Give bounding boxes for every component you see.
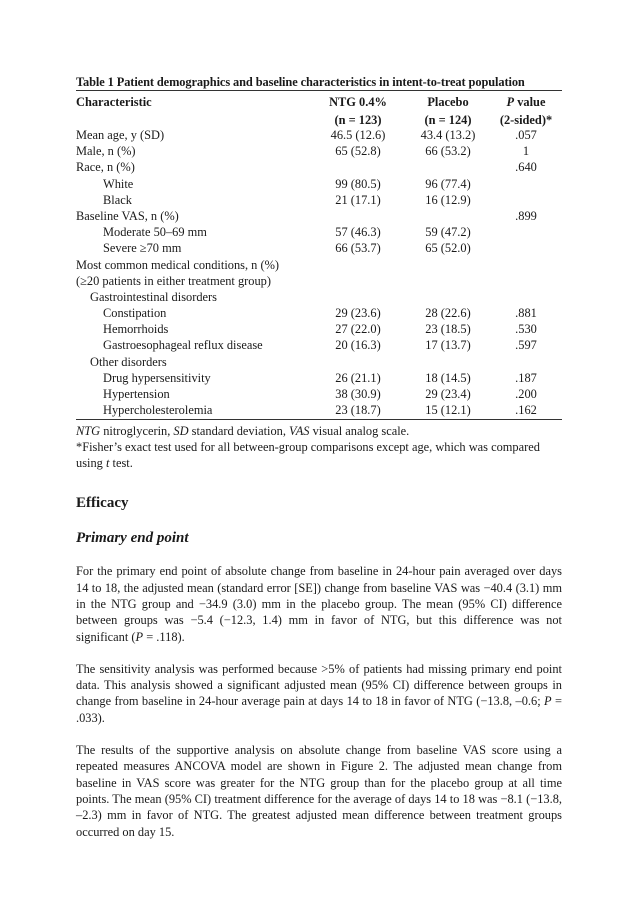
header-ntg: NTG 0.4% xyxy=(329,95,387,109)
table-row: Baseline VAS, n (%) .899 xyxy=(76,208,537,223)
header-p-value: P value xyxy=(506,95,546,109)
table-row: Gastroesophageal reflux disease 20 (16.3) 17 (13.7) .597 xyxy=(103,338,537,353)
subsection-heading-primary-end-point: Primary end point xyxy=(76,530,189,547)
table-footnotes xyxy=(76,423,562,471)
table-body xyxy=(76,127,562,418)
header-characteristic: Characteristic xyxy=(76,95,152,109)
table-row: Other disorders xyxy=(90,354,167,369)
table-row: Moderate 50–69 mm 57 (46.3) 59 (47.2) xyxy=(103,225,471,240)
table-bottom-rule xyxy=(76,419,562,420)
footnote-fisher: *Fisher’s exact test used for all between-group comparisons except age, which was compared using t test. xyxy=(76,440,540,471)
header-placebo-n: (n = 124) xyxy=(424,113,472,127)
table-row: Hypertension 38 (30.9) 29 (23.4) .200 xyxy=(103,387,537,401)
table-row: Hemorrhoids 27 (22.0) 23 (18.5) .530 xyxy=(103,322,537,337)
header-p-sided: (2-sided)* xyxy=(499,113,553,127)
table-row: Mean age, y (SD) 46.5 (12.6) 43.4 (13.2) .057 xyxy=(76,128,537,142)
table-row: Most common medical conditions, n (%) xyxy=(76,257,280,272)
table-row: Male, n (%) 65 (52.8) 66 (53.2) 1 xyxy=(76,144,530,159)
table-caption: Table 1 Patient demographics and baseline characteristics in intent-to-treat population xyxy=(76,75,525,89)
header-ntg-n: (n = 123) xyxy=(334,113,382,127)
table-row: (≥20 patients in either treatment group) xyxy=(76,273,272,288)
body-paragraph-3: The results of the supportive analysis on absolute change from baseline VAS score using a repeated measures ANCOVA model are shown in Figure 2. The adjusted mean change from baseline in VAS score was greater for the NTG group than for the placebo group at all time points. The mean (95% CI) treatment difference for the average of days 14 to 18 was −8.1 (−13.8, –2.3) mm in favor of NTG. The greatest adjusted mean difference between treatment groups occurred on day 15. xyxy=(76,743,562,839)
table-header xyxy=(76,91,562,127)
table-row: Constipation 29 (23.6) 28 (22.6) .881 xyxy=(103,306,537,321)
footnote-abbreviations: NTG nitroglycerin, SD standard deviation, VAS visual analog scale. xyxy=(76,424,410,439)
table-row: White 99 (80.5) 96 (77.4) xyxy=(103,176,471,191)
table-row: Race, n (%) .640 xyxy=(76,160,537,175)
header-placebo: Placebo xyxy=(427,95,469,109)
document-page xyxy=(76,74,562,840)
table-row: Black 21 (17.1) 16 (12.9) xyxy=(103,192,471,207)
table-row: Gastrointestinal disorders xyxy=(90,289,217,304)
table-row: Hypercholesterolemia 23 (18.7) 15 (12.1) .162 xyxy=(103,403,537,418)
table-row: Severe ≥70 mm 66 (53.7) 65 (52.0) xyxy=(103,241,471,256)
table-row: Drug hypersensitivity 26 (21.1) 18 (14.5) .187 xyxy=(103,370,537,385)
body-paragraph-2: The sensitivity analysis was performed because >5% of patients had missing primary end point data. This analysis showed a significant adjusted mean (95% CI) difference between groups in change from baseline in 24-hour average pain at days 14 to 18 in favor of NTG (−13.8, –0.6; P = .033). xyxy=(76,661,562,725)
section-heading-efficacy: Efficacy xyxy=(76,495,129,512)
body-paragraph-1: For the primary end point of absolute change from baseline in 24-hour pain averaged over days 14 to 18, the adjusted mean (standard error [SE]) change from baseline VAS was −40.4 (3.1) mm in the NTG group and −34.9 (3.0) mm in the placebo group. The mean (95% CI) difference between groups was −5.4 (−12.3, 1.4) mm in favor of NTG, but this difference was not significant (P = .118). xyxy=(76,564,562,644)
